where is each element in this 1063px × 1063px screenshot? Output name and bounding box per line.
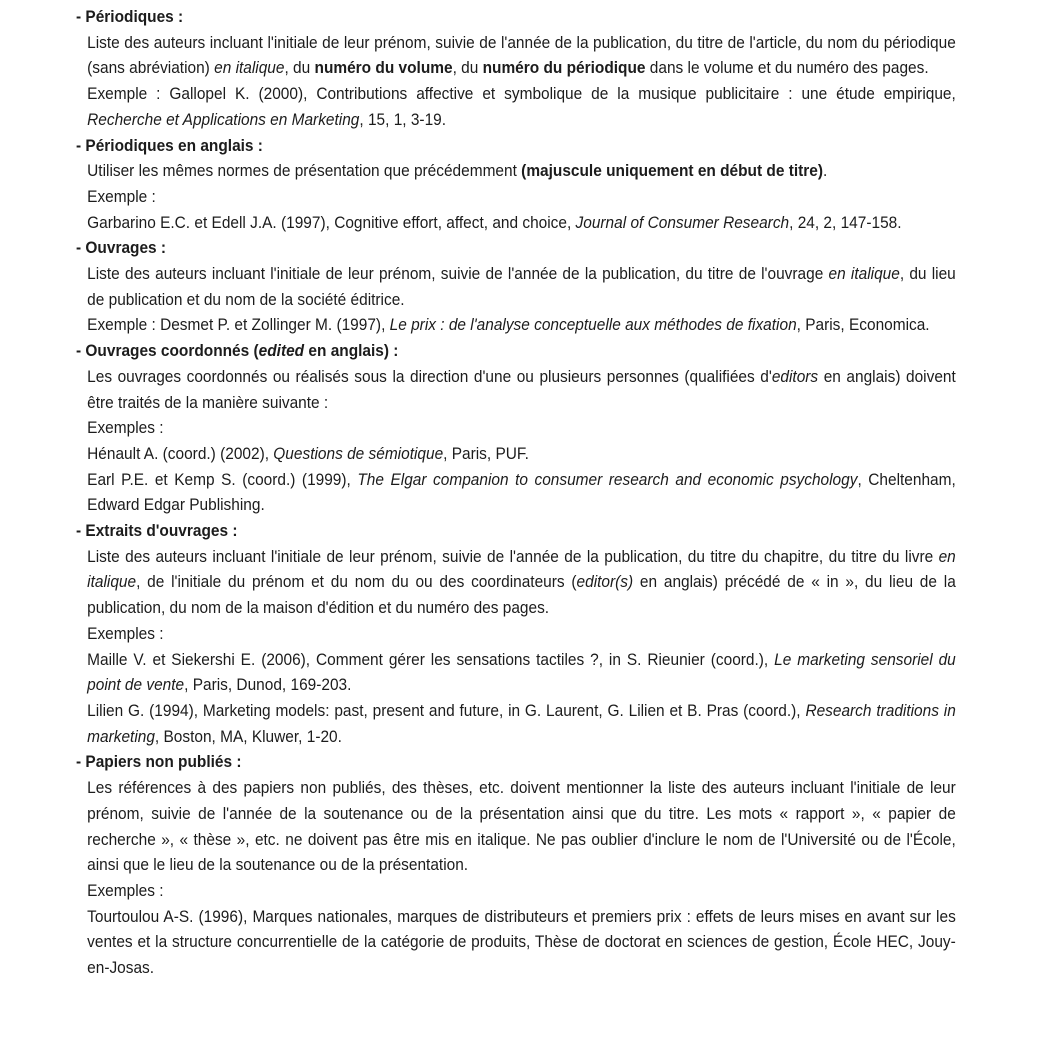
text: , Boston, MA, Kluwer, 1-20.: [154, 726, 342, 746]
example-reference: [87, 467, 956, 518]
italic-text: en italique: [214, 58, 285, 78]
section-description: [87, 158, 956, 184]
text: en anglais) précédé de « in », du lieu de la publication, du nom de la maison d'édition et du numéro des pages.: [87, 572, 956, 618]
text: Exemple : Desmet P. et Zollinger M. (1997),: [87, 315, 390, 335]
italic-text: en italique: [828, 264, 900, 284]
example-label: Exemples :: [87, 418, 164, 438]
example-reference: [87, 312, 956, 338]
text: Utiliser les mêmes normes de présentation que précédemment: [87, 161, 522, 181]
text: , Paris, PUF.: [443, 443, 529, 463]
italic-text: editors: [771, 366, 819, 386]
book-title: Le marketing sensoriel du point de vente: [87, 649, 956, 695]
section-heading-extraits-ouvrages: - Extraits d'ouvrages :: [76, 521, 238, 541]
section-heading-papiers-non-publies: - Papiers non publiés :: [76, 752, 242, 772]
text: Liste des auteurs incluant l'initiale de leur prénom, suivie de l'année de la publication, du titre de l'ouvrage: [87, 264, 829, 284]
text: .: [823, 161, 828, 181]
section-description: [87, 364, 956, 415]
book-title: Questions de sémiotique: [273, 443, 444, 463]
example-reference: [87, 441, 956, 467]
text: , Paris, Dunod, 169-203.: [184, 675, 352, 695]
text: Liste des auteurs incluant l'initiale de leur prénom, suivie de l'année de la publication, du titre de l'article, du nom du périodique (sans abréviation): [87, 32, 956, 78]
italic-text: edited: [258, 341, 305, 361]
section-heading-periodiques-anglais: - Périodiques en anglais :: [76, 135, 263, 155]
document-page: [76, 4, 956, 981]
example-label: Exemples :: [87, 623, 164, 643]
book-title: Le prix : de l'analyse conceptuelle aux méthodes de fixation: [389, 315, 797, 335]
text: - Ouvrages coordonnés (: [76, 341, 259, 361]
text: Hénault A. (coord.) (2002),: [87, 443, 274, 463]
example-reference: [87, 698, 956, 749]
text: dans le volume et du numéro des pages.: [645, 58, 929, 78]
section-description: [87, 261, 956, 312]
text: , Cheltenham, Edward Edgar Publishing.: [87, 469, 956, 515]
example-reference: [87, 81, 956, 132]
text: Maille V. et Siekershi E. (2006), Comment gérer les sensations tactiles ?, in S. Rieunier (coord.),: [87, 649, 775, 669]
text: , du: [452, 58, 483, 78]
section-description: [87, 30, 956, 81]
section-description: [87, 544, 956, 621]
text: , 24, 2, 147-158.: [789, 212, 902, 232]
example-reference: Tourtoulou A-S. (1996), Marques nationales, marques de distributeurs et premiers prix : effets de leurs mises en avant sur les ventes et la structure concurrentielle de la catégorie de produits, Thèse de doctorat en sciences de gestion, École HEC, Jouy-en-Josas.: [87, 906, 956, 978]
text: en anglais) :: [304, 341, 399, 361]
italic-text: editor(s): [576, 572, 634, 592]
text: Exemple : Gallopel K. (2000), Contributions affective et symbolique de la musique publicitaire : une étude empirique,: [87, 84, 956, 104]
bold-text: numéro du périodique: [482, 58, 646, 78]
text: Earl P.E. et Kemp S. (coord.) (1999),: [87, 469, 358, 489]
italic-text: en italique: [87, 546, 956, 592]
example-reference: [87, 647, 956, 698]
text: en anglais) doivent être traités de la manière suivante :: [87, 366, 956, 412]
text: , du lieu de publication et du nom de la société éditrice.: [87, 264, 956, 309]
text: , du: [284, 58, 315, 78]
text: Liste des auteurs incluant l'initiale de leur prénom, suivie de l'année de la publication, du titre du chapitre, du titre du livre: [87, 546, 939, 566]
example-reference: [87, 210, 956, 236]
bold-text: numéro du volume: [314, 58, 453, 78]
journal-title: Recherche et Applications en Marketing: [87, 109, 360, 129]
text: Lilien G. (1994), Marketing models: past, present and future, in G. Laurent, G. Lilien et B. Pras (coord.),: [87, 700, 806, 720]
text: Les ouvrages coordonnés ou réalisés sous la direction d'une ou plusieurs personnes (qualifiées d': [87, 366, 772, 386]
section-heading-periodiques: - Périodiques :: [76, 7, 184, 26]
book-title: Research traditions in marketing: [87, 700, 956, 746]
example-label: Exemple :: [87, 186, 156, 206]
book-title: The Elgar companion to consumer research and economic psychology: [357, 469, 858, 489]
text: , de l'initiale du prénom et du nom du ou des coordinateurs (: [136, 572, 577, 592]
section-heading-ouvrages: - Ouvrages :: [76, 238, 167, 258]
section-heading-ouvrages-coordonnes: [76, 338, 956, 364]
example-label: Exemples :: [87, 880, 164, 900]
text: , 15, 1, 3-19.: [359, 109, 447, 129]
text: , Paris, Economica.: [796, 315, 930, 335]
text: Garbarino E.C. et Edell J.A. (1997), Cognitive effort, affect, and choice,: [87, 212, 576, 232]
journal-title: Journal of Consumer Research: [575, 212, 790, 232]
section-description: Les références à des papiers non publiés, des thèses, etc. doivent mentionner la liste des auteurs incluant l'initiale de leur prénom, suivie de l'année de la soutenance ou de la présentation ainsi que du titre. Les mots « rapport », « papier de recherche », « thèse », etc. ne doivent pas être mis en italique. Ne pas oublier d'inclure le nom de l'Université ou de l'École, ainsi que le lieu de la soutenance ou de la présentation.: [87, 778, 956, 875]
bold-text: (majuscule uniquement en début de titre): [521, 161, 824, 181]
